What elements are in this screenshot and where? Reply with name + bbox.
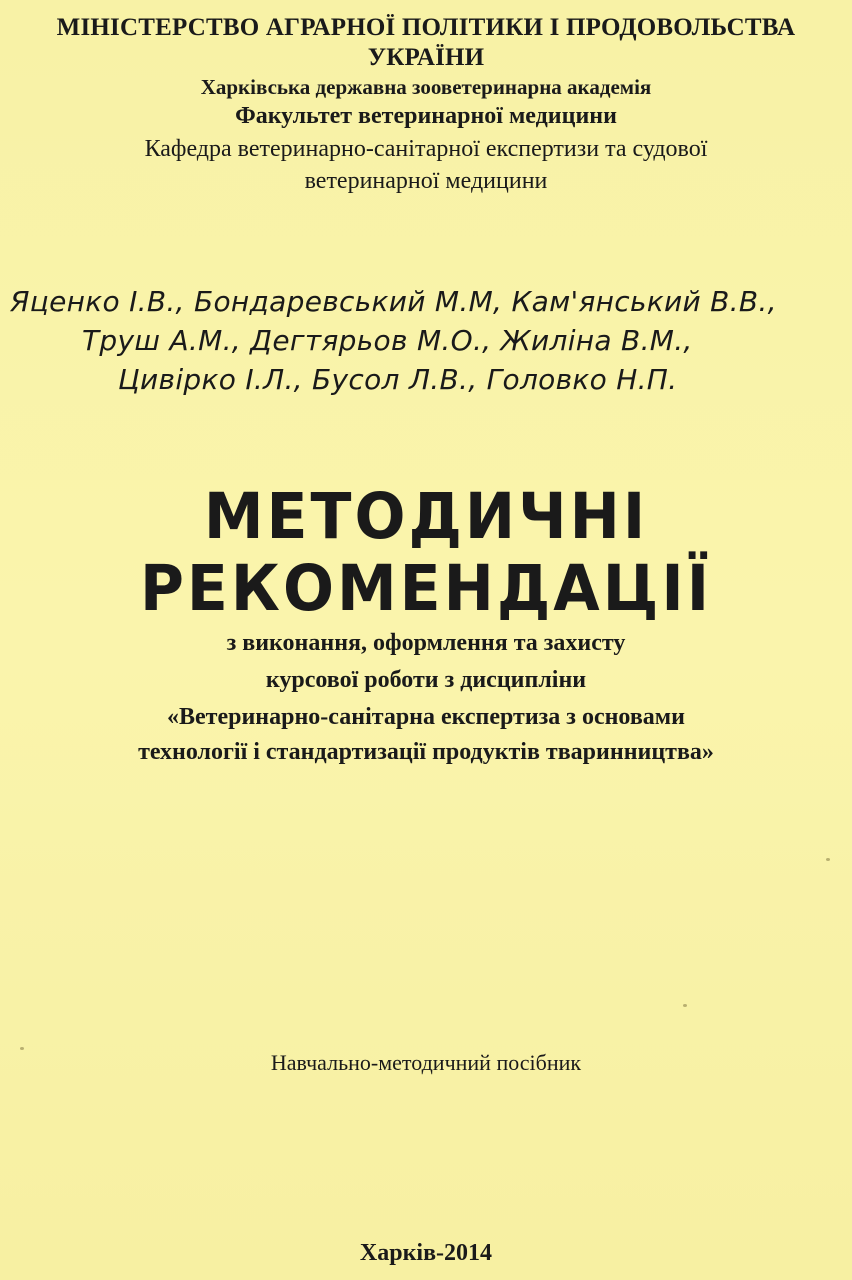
subtitle-line-3: «Ветеринарно-санітарна експертиза з основами <box>167 704 685 730</box>
title-line-2: РЕКОМЕНДАЦІЇ <box>139 552 713 626</box>
authors-line-2: Труш А.М., Дегтярьов М.О., Жиліна В.М., <box>82 324 693 357</box>
scan-speck <box>683 1004 687 1007</box>
department-line-2: ветеринарної медицини <box>304 168 548 194</box>
title-line-1: МЕТОДИЧНІ <box>203 480 649 554</box>
faculty-name: Факультет ветеринарної медицини <box>235 103 617 129</box>
authors-line-3: Цивірко І.Л., Бусол Л.В., Головко Н.П. <box>118 363 678 396</box>
ministry-line-1: МІНІСТЕРСТВО АГРАРНОЇ ПОЛІТИКИ І ПРОДОВОЛЬСТВА <box>56 14 796 41</box>
authors-line-1: Яценко І.В., Бондаревський М.М, Кам'янський В.В., <box>10 285 777 318</box>
scan-speck <box>826 858 830 861</box>
subtitle-line-4: технології і стандартизації продуктів тваринництва» <box>138 739 714 765</box>
ministry-line-2: УКРАЇНИ <box>367 44 485 71</box>
scan-speck <box>20 1047 24 1050</box>
imprint-city-year: Харків-2014 <box>359 1240 493 1266</box>
subtitle-line-2: курсової роботи з дисципліни <box>265 667 587 693</box>
academy-name: Харківська державна зооветеринарна академія <box>200 75 652 99</box>
subtitle-line-1: з виконання, оформлення та захисту <box>226 630 626 656</box>
department-line-1: Кафедра ветеринарно-санітарної експертизи та судової <box>144 136 708 162</box>
publication-genre: Навчально-методичний посібник <box>270 1050 582 1075</box>
